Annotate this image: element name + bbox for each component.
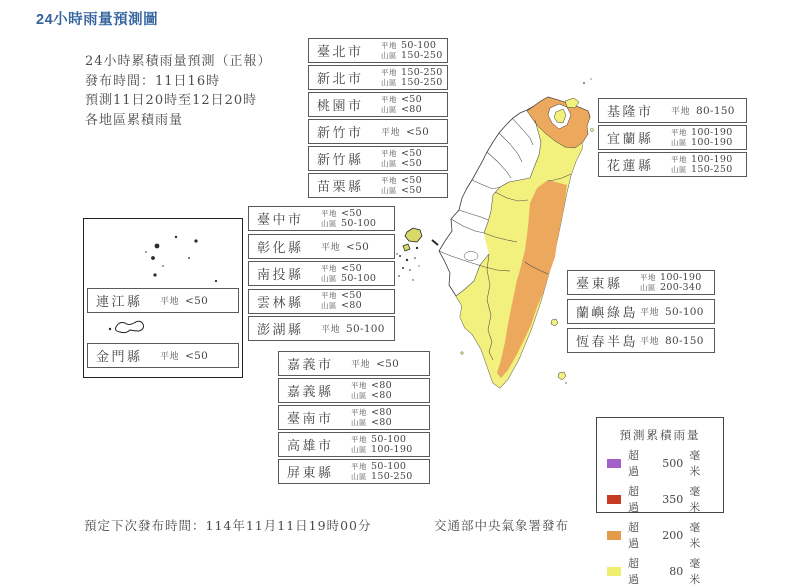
terrain-label: 山區: [381, 104, 397, 114]
north-islet-1: [583, 82, 585, 84]
terrain-label: 山區: [321, 273, 337, 283]
terrain-label: 平地: [381, 40, 397, 50]
terrain-label: 山區: [671, 137, 687, 147]
terrain-label: 平地: [381, 67, 397, 77]
legend-prefix: 超過: [628, 557, 640, 586]
region-name: 屏東縣: [287, 466, 334, 481]
terrain-label: 平地: [351, 461, 367, 471]
legend-unit: 毫米: [689, 557, 702, 586]
region-box: [278, 378, 430, 403]
legend-value: 80: [669, 564, 684, 578]
region-name: 臺南市: [287, 412, 334, 427]
rain-value: <50: [401, 93, 422, 105]
legend-color-swatch: [607, 567, 621, 576]
region-column-north: [308, 38, 448, 198]
rain-value: <50: [376, 358, 400, 370]
rain-value: 50-100: [341, 272, 377, 284]
terrain-label: 平地: [640, 337, 660, 347]
info-block: [85, 52, 272, 130]
legend-prefix: 超過: [628, 521, 640, 550]
legend-color-swatch: [607, 531, 621, 540]
region-name: 花蓮縣: [607, 159, 654, 174]
rain-value: <50: [406, 126, 430, 138]
region-box: [87, 288, 239, 313]
terrain-label: 平地: [160, 297, 180, 307]
matsu-islands: [145, 236, 217, 282]
legend-item: [607, 519, 713, 551]
region-box: [308, 65, 448, 90]
legend-rows: [607, 447, 713, 587]
rain-value: <50: [401, 157, 422, 169]
region-box: [278, 351, 430, 376]
liuqiu-island: [461, 352, 464, 355]
region-name: 雲林縣: [257, 295, 304, 311]
chiayi-city-enclave: [464, 252, 478, 261]
page-title: 24小時雨量預測圖: [36, 12, 159, 28]
region-column-northeast: [598, 98, 747, 177]
region-box: [248, 316, 395, 341]
legend-item: [607, 483, 713, 515]
legend-box: [596, 417, 724, 586]
rain-value: 150-250: [401, 76, 443, 88]
info-line-2: 發布時間：11日16時: [85, 73, 221, 89]
region-column-central: [248, 206, 395, 341]
terrain-label: 平地: [671, 154, 687, 164]
region-column-south: [278, 351, 430, 484]
legend-prefix: 超過: [628, 485, 640, 514]
region-name: 基隆市: [607, 105, 654, 120]
region-box: [278, 432, 430, 457]
info-line-4: 各地區累積雨量: [85, 112, 184, 128]
terrain-label: 平地: [351, 434, 367, 444]
rain-value: <50: [401, 174, 422, 186]
terrain-label: 平地: [351, 360, 371, 370]
region-name: 蘭嶼綠島: [576, 306, 639, 321]
terrain-label: 平地: [321, 291, 337, 300]
terrain-label: 山區: [351, 471, 367, 481]
rain-value: 150-250: [401, 66, 443, 78]
region-box: [248, 206, 395, 231]
terrain-label: 山區: [640, 282, 656, 292]
region-name: 宜蘭縣: [607, 132, 654, 147]
terrain-label: 平地: [671, 107, 691, 117]
legend-value: 350: [662, 492, 684, 506]
rain-value: <50: [185, 295, 209, 307]
rain-value: <80: [341, 300, 362, 311]
rain-value: 200-340: [660, 281, 702, 293]
rain-value: 100-190: [691, 153, 733, 165]
region-name: 苗栗縣: [317, 180, 364, 195]
terrain-label: 山區: [381, 77, 397, 87]
terrain-label: 平地: [640, 308, 660, 318]
region-name: 臺東縣: [576, 277, 623, 292]
rain-value: <80: [401, 103, 422, 115]
terrain-label: 平地: [351, 407, 367, 417]
region-box: [567, 299, 715, 324]
legend-prefix: 超過: [628, 449, 640, 478]
region-box: [278, 405, 430, 430]
rain-value: <50: [401, 147, 422, 159]
rain-value: 150-250: [691, 163, 733, 175]
legend-color-swatch: [607, 495, 621, 504]
region-name: 澎湖縣: [257, 323, 304, 338]
rain-value: 150-250: [371, 470, 413, 482]
terrain-label: 平地: [321, 325, 341, 335]
terrain-label: 山區: [351, 417, 367, 427]
region-name: 高雄市: [287, 439, 334, 454]
green-island: [551, 319, 558, 326]
region-box: [598, 152, 747, 177]
rain-value: 100-190: [660, 271, 702, 283]
rain-value: 100-190: [371, 443, 413, 455]
rain-value: 50-100: [371, 433, 407, 445]
region-name: 新竹市: [317, 126, 364, 141]
rain-value: 50-100: [665, 306, 704, 318]
rain-value: 100-190: [691, 126, 733, 138]
rain-value: <50: [401, 184, 422, 196]
orchid-islet-dot: [565, 382, 566, 383]
region-box: [308, 119, 448, 144]
rain-value: <80: [371, 416, 392, 428]
terrain-label: 平地: [381, 148, 397, 158]
info-line-3: 預測11日20時至12日20時: [85, 93, 258, 108]
terrain-label: 平地: [351, 380, 367, 390]
rain-value: <80: [371, 406, 392, 418]
rain-value: <50: [185, 350, 209, 362]
region-name: 新竹縣: [317, 153, 364, 168]
region-name: 連江縣: [96, 295, 143, 310]
region-name: 嘉義市: [287, 358, 334, 373]
rain-value: <50: [341, 207, 362, 219]
terrain-label: 平地: [381, 128, 401, 138]
region-name: 臺北市: [317, 45, 364, 60]
region-box: [567, 328, 715, 353]
region-name: 彰化縣: [257, 240, 304, 256]
rain-value: 80-150: [696, 105, 735, 117]
region-name: 恆春半島: [576, 335, 639, 350]
rain-value: <80: [371, 389, 392, 401]
terrain-label: 山區: [351, 444, 367, 454]
rain-value: 50-100: [341, 217, 377, 229]
rain-value: <50: [341, 290, 362, 301]
legend-unit: 毫米: [689, 485, 702, 514]
region-box: [598, 98, 747, 123]
rain-value: <50: [346, 240, 370, 253]
rain-value: 50-100: [346, 323, 385, 335]
info-line-1: 24小時累積雨量預測（正報）: [85, 54, 272, 69]
region-box: [308, 146, 448, 171]
orchid-island: [558, 372, 566, 380]
region-name: 桃園市: [317, 99, 364, 114]
region-box: [87, 343, 239, 368]
penghu-islands: [393, 218, 433, 293]
legend-title: 預測累積雨量: [619, 428, 701, 442]
region-box: [248, 261, 395, 286]
rain-value: 80-150: [665, 335, 704, 347]
region-name: 嘉義縣: [287, 385, 334, 400]
rain-value: 100-190: [691, 136, 733, 148]
terrain-label: 平地: [160, 352, 180, 362]
footer-issuer: 交通部中央氣象署發布: [434, 518, 570, 533]
guishan-island: [591, 129, 594, 132]
region-name: 新北市: [317, 72, 364, 87]
region-column-southeast: [567, 270, 715, 353]
region-name: 南投縣: [257, 268, 304, 283]
terrain-label: 平地: [381, 175, 397, 185]
region-box: [308, 173, 448, 198]
terrain-label: 平地: [671, 127, 687, 137]
rain-value: <50: [341, 262, 362, 274]
footer-next-issue-time: 預定下次發布時間：114年11月11日19時00分: [84, 518, 372, 533]
terrain-label: 平地: [321, 242, 341, 253]
terrain-label: 山區: [381, 50, 397, 60]
north-islet-2: [590, 78, 591, 79]
terrain-label: 平地: [321, 208, 337, 218]
region-box: [248, 234, 395, 259]
terrain-label: 山區: [671, 164, 687, 174]
terrain-label: 山區: [321, 218, 337, 228]
rain-value: <80: [371, 379, 392, 391]
region-box: [308, 92, 448, 117]
region-column-offshore: [87, 288, 239, 368]
rain-value: 150-250: [401, 49, 443, 61]
region-box: [278, 459, 430, 484]
region-box: [308, 38, 448, 63]
region-name: 金門縣: [96, 350, 143, 365]
legend-value: 200: [662, 528, 684, 542]
legend-unit: 毫米: [689, 521, 702, 550]
terrain-label: 山區: [351, 390, 367, 400]
region-box: [598, 125, 747, 150]
rain-value: 50-100: [401, 39, 437, 51]
terrain-label: 平地: [381, 94, 397, 104]
legend-item: [607, 555, 713, 587]
terrain-label: 山區: [381, 185, 397, 195]
legend-item: [607, 447, 713, 479]
region-box: [567, 270, 715, 295]
terrain-label: 平地: [640, 272, 656, 282]
legend-color-swatch: [607, 459, 621, 468]
region-box: [248, 289, 395, 314]
terrain-label: 山區: [321, 301, 337, 310]
rain-value: 50-100: [371, 460, 407, 472]
terrain-label: 平地: [321, 263, 337, 273]
legend-unit: 毫米: [689, 449, 702, 478]
region-name: 臺中市: [257, 213, 304, 228]
terrain-label: 山區: [381, 158, 397, 168]
legend-value: 500: [662, 456, 684, 470]
